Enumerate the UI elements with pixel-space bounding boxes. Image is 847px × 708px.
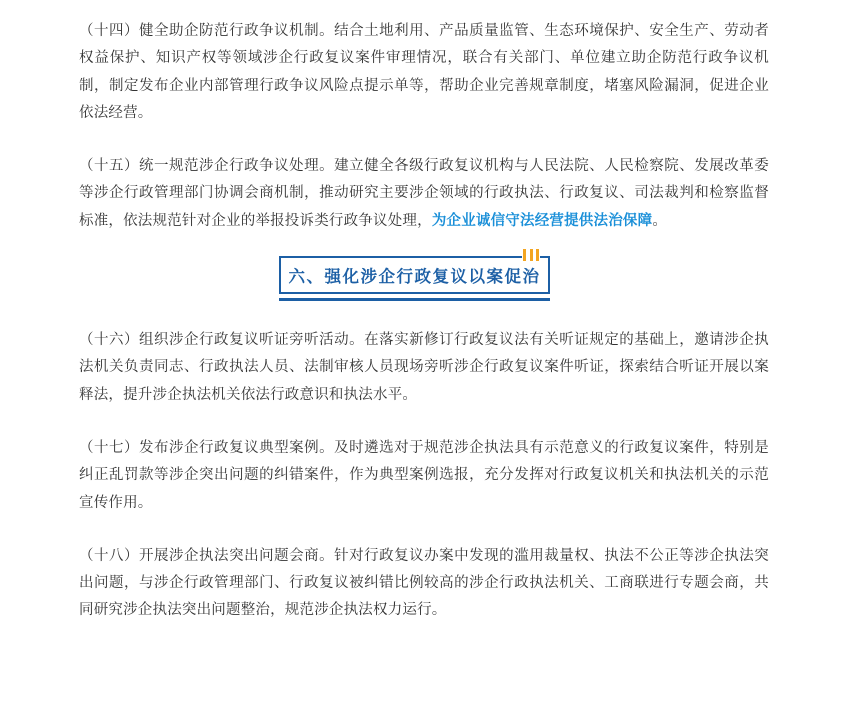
section-heading bbox=[79, 235, 769, 327]
ornament-bar bbox=[530, 249, 533, 261]
paragraph-15-highlight: 为企业诚信守法经营提供法治保障 bbox=[431, 212, 653, 229]
paragraph-spacer bbox=[79, 127, 769, 153]
paragraph-15-text: （十五）统一规范涉企行政争议处理。建立健全各级行政复议机构与人民法院、人民检察院、发展改革委等涉企行政管理部门协调会商机制，推动研究主要涉企领域的行政执法、行政复议、司法裁判和检察监督标准，依法规范针对企业的举报投诉类行政争议处理， bbox=[79, 158, 769, 229]
paragraph-17: （十七）发布涉企行政复议典型案例。及时遴选对于规范涉企执法具有示范意义的行政复议案件，特别是纠正乱罚款等涉企突出问题的纠错案件，作为典型案例选报，充分发挥对行政复议机关和执法机关的示范宣传作用。 bbox=[79, 439, 769, 511]
paragraph-15 bbox=[79, 153, 769, 235]
heading-ornament-icon bbox=[522, 249, 540, 261]
section-heading-box bbox=[279, 256, 550, 294]
paragraph-15-end: 。 bbox=[652, 212, 668, 229]
ornament-bar bbox=[536, 249, 539, 261]
paragraph-16: （十六）组织涉企行政复议听证旁听活动。在落实新修订行政复议法有关听证规定的基础上，邀请涉企执法机关负责同志、行政执法人员、法制审核人员现场旁听涉企行政复议案件听证，探索结合听证开展以案释法，提升涉企执法机关依法行政意识和执法水平。 bbox=[79, 332, 769, 403]
article-body bbox=[79, 18, 769, 625]
paragraph-spacer bbox=[79, 409, 769, 435]
paragraph-spacer bbox=[79, 517, 769, 543]
section-heading-title: 六、强化涉企行政复议以案促治 bbox=[288, 267, 541, 287]
ornament-bar bbox=[523, 249, 526, 261]
paragraph-14: （十四）健全助企防范行政争议机制。结合土地利用、产品质量监管、生态环境保护、安全生产、劳动者权益保护、知识产权等领域涉企行政复议案件审理情况，联合有关部门、单位建立助企防范行政争议机制，制定发布企业内部管理行政争议风险点提示单等，帮助企业完善规章制度，堵塞风险漏洞，促进企业依法经营。 bbox=[79, 23, 769, 121]
section-heading-underline bbox=[279, 298, 550, 301]
paragraph-18: （十八）开展涉企执法突出问题会商。针对行政复议办案中发现的滥用裁量权、执法不公正等涉企执法突出问题，与涉企行政管理部门、行政复议被纠错比例较高的涉企行政执法机关、工商联进行专题会商，共同研究涉企执法突出问题整治，规范涉企执法权力运行。 bbox=[79, 547, 769, 619]
